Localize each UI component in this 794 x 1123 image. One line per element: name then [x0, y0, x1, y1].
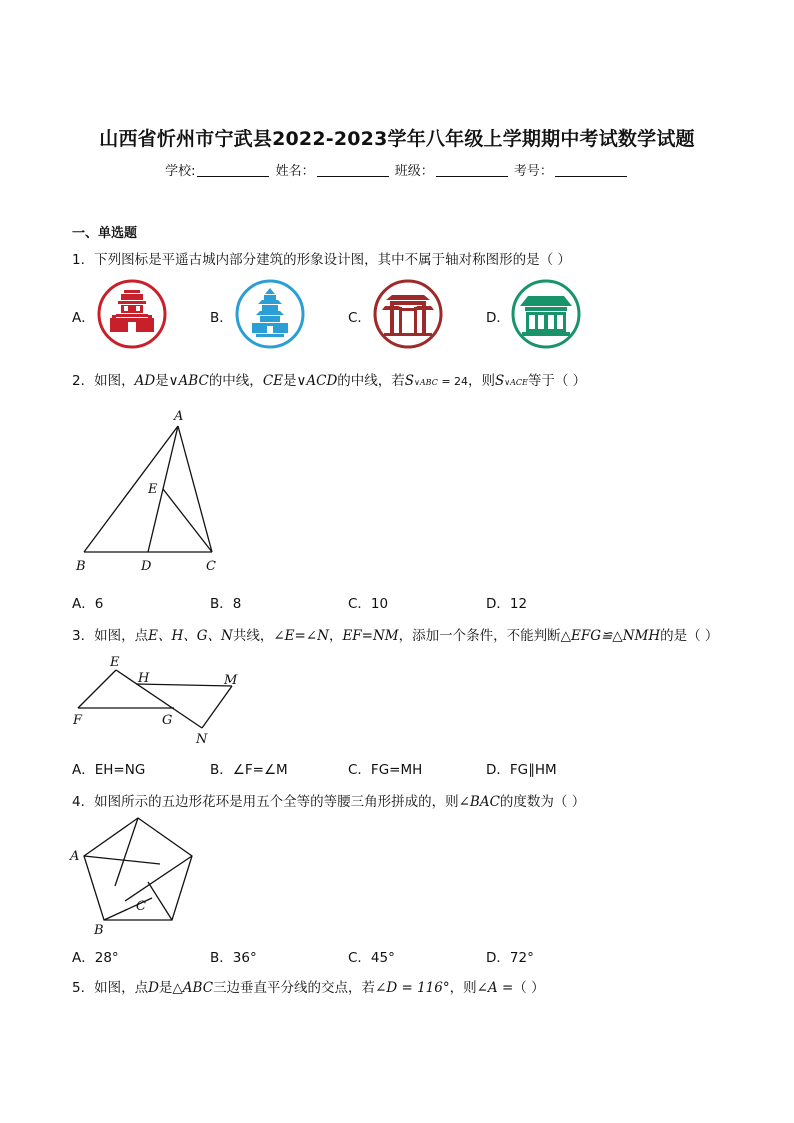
q3-option-b: B．∠F=∠M [210, 762, 288, 778]
q3-label-m: M [224, 673, 238, 688]
q1-option-d-label: D． [486, 310, 510, 326]
hall-building-icon [510, 278, 582, 350]
q2-option-b: B．8 [210, 596, 242, 612]
class-blank[interactable] [436, 164, 508, 177]
q3-option-c: C．FG=MH [348, 762, 423, 778]
q4-label-c: C [136, 899, 146, 914]
q2-label-e: E [148, 482, 158, 497]
name-blank[interactable] [317, 164, 389, 177]
q4-option-a: A．28° [72, 950, 119, 966]
q3-triangles-figure [70, 654, 250, 750]
q2-triangle-figure [70, 404, 230, 580]
q3-label-f: F [73, 713, 83, 728]
archway-building-icon [372, 278, 444, 350]
q3-label-e: E [110, 655, 120, 670]
q2-option-d: D．12 [486, 596, 528, 612]
student-info-line [0, 160, 794, 179]
q4-option-b: B．36° [210, 950, 257, 966]
q4-pentagon-figure [66, 812, 206, 940]
q1-option-b-label: B． [210, 310, 233, 326]
number-label: 考号： [513, 164, 553, 179]
q2-label-a: A [174, 409, 184, 424]
number-blank[interactable] [555, 164, 627, 177]
q3-label-g: G [162, 713, 173, 728]
q3-option-d: D．FG∥HM [486, 762, 557, 778]
q4-option-d: D．72° [486, 950, 534, 966]
question-3-text: 3．如图，点E、H、G、N共线，∠E=∠N，EF=NM，添加一个条件，不能判断△EFG≌△NMH的是（ ） [72, 628, 719, 644]
question-2-text: 2．如图，AD是∨ABC的中线，CE是∨ACD的中线，若S∨ABC = 24，则S∨ACE等于（ ） [72, 373, 587, 389]
school-blank[interactable] [197, 164, 269, 177]
q3-option-a: A．EH=NG [72, 762, 146, 778]
question-4-text: 4．如图所示的五边形花环是用五个全等的等腰三角形拼成的，则∠BAC的度数为（ ） [72, 794, 586, 810]
tower-building-icon [96, 278, 168, 350]
question-1-text: 1．下列图标是平遥古城内部分建筑的形象设计图，其中不属于轴对称图形的是（ ） [72, 252, 571, 268]
q4-option-c: C．45° [348, 950, 395, 966]
page-title: 山西省忻州市宁武县2022-2023学年八年级上学期期中考试数学试题 [99, 128, 695, 150]
q4-label-a: A [70, 849, 80, 864]
q3-label-n: N [196, 732, 208, 747]
q1-option-a-label: A． [72, 310, 95, 326]
q1-option-c-label: C． [348, 310, 371, 326]
q2-label-b: B [76, 559, 86, 574]
school-label: 学校: [165, 164, 196, 179]
pagoda-building-icon [234, 278, 306, 350]
q2-option-c: C．10 [348, 596, 389, 612]
question-5-text: 5．如图，点D是△ABC三边垂直平分线的交点，若∠D = 116°，则∠A =（ ） [72, 980, 545, 996]
q2-label-d: D [141, 559, 152, 574]
q4-label-b: B [94, 923, 104, 938]
section-heading: 一、单选题 [72, 226, 138, 241]
q2-option-a: A．6 [72, 596, 104, 612]
class-label: 班级： [394, 164, 434, 179]
name-label: 姓名： [275, 164, 315, 179]
q3-label-h: H [138, 671, 150, 686]
q2-label-c: C [206, 559, 216, 574]
